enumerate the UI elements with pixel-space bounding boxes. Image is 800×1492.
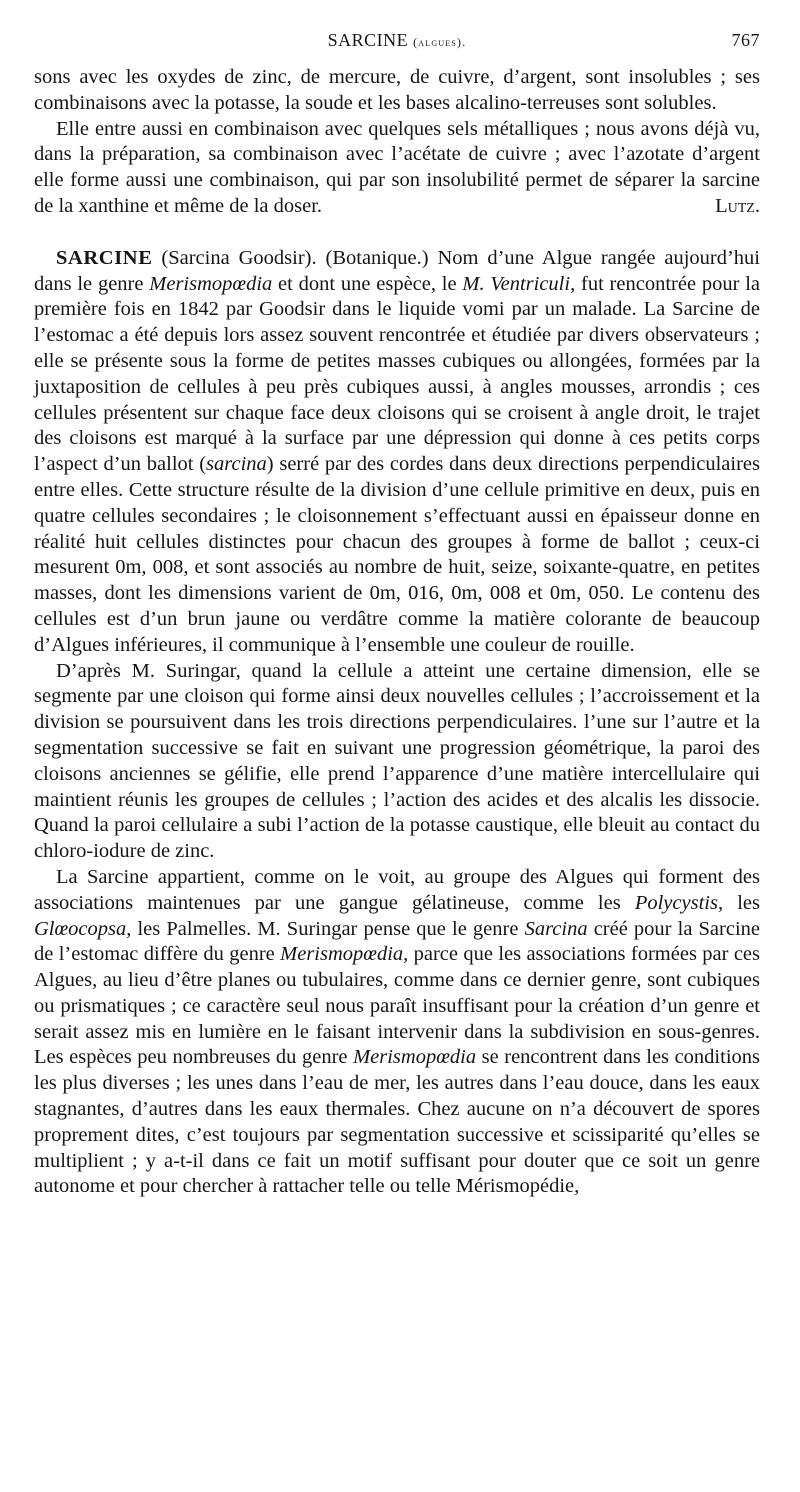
italic-term: Glœocopsa, bbox=[34, 917, 132, 940]
text-segment: les bbox=[723, 891, 760, 914]
italic-term: Sarcina bbox=[524, 917, 588, 940]
text-segment: fut rencontrée pour la première fois en 1842 par Goodsir dans le liquide vomi par un malade. La Sarcine de l’estomac a été depuis lors assez souvent rencontrée et étudiée par divers observateurs ; elle se présente sous la forme de petites masses cubiques ou allongées, formées par la juxtaposition de cellules à peu près cubiques aussi, à angles mousses, arrondis ; ces cellules présentent sur chaque face deux cloisons qui se croisent à angle droit, le trajet des cloisons est marqué à la surface par une dépression qui donne à ces petits corps l’aspect d’un ballot ( bbox=[34, 272, 760, 476]
text-segment: La Sarcine appartient, comme on le voit, au groupe des Algues qui forment des associations maintenues par une gangue gélatineuse, comme les bbox=[34, 865, 760, 914]
text-segment: les Palmelles. M. Suringar pense que le genre bbox=[131, 917, 525, 940]
running-title bbox=[34, 30, 760, 51]
text-segment: créé pour la Sarcine de l’estomac diffère du genre bbox=[34, 917, 760, 966]
text-segment: parce que les associations formées par ces Algues, au lieu d’être planes ou tubulaires, comme dans ce dernier genre, sont cubiques ou prismatiques ; ce caractère seul nous paraît insuffisant pour la création d’un genre et serait assez mis en lumière en le faisant intervenir dans la subdivision en sous-genres. Les espèces peu nombreuses du genre bbox=[34, 943, 760, 1069]
italic-term: Merismopœdia bbox=[353, 1046, 477, 1069]
text-segment: ) serré par des cordes dans deux directions perpendiculaires entre elles. Cette structure résulte de la division d’une cellule primitive en deux, puis en quatre cellules secondaires ; le cloisonnement s’effectuant aussi en épaisseur donne en réalité huit cellules distinctes pour chacun des groupes à forme de ballot ; ceux-ci mesurent 0m, 008, et sont associés au nombre de huit, seize, soixante-quatre, en petites masses, dont les dimensions varient de 0m, 016, 0m, 008 et 0m, 050. Le contenu des cellules est d’un brun jaune ou verdâtre comme la matière colorante de beaucoup d’Algues inférieures, il communique à l’ensemble une couleur de rouille. bbox=[34, 453, 760, 656]
running-header bbox=[34, 30, 760, 56]
author-signature: Lutz. bbox=[715, 194, 760, 217]
paragraph bbox=[34, 246, 760, 659]
body-text bbox=[34, 65, 760, 1200]
paragraph: sons avec les oxydes de zinc, de mercure, de cuivre, d’argent, sont insolubles ; ses combinaisons avec la potasse, la soude et les bases alcalino-terreuses sont solubles. bbox=[34, 66, 760, 114]
italic-term: M. Ventriculi, bbox=[462, 272, 576, 295]
text-segment: (Sarcina Goodsir). (Botanique.) Nom d’une Algue rangée aujourd’hui dans le genre bbox=[34, 246, 760, 295]
running-title-subtitle: (algues). bbox=[413, 35, 467, 49]
text-segment: se rencontrent dans les conditions les plus diverses ; les unes dans l’eau de mer, les autres dans l’eau douce, dans les eaux stagnantes, d’autres dans les eaux thermales. Chez aucune on n’a découvert de spores proprement dites, c’est toujours par segmentation successive et scissiparité qu’elles se multiplient ; y a-t-il dans ce fait un motif suffisant pour douter que ce soit un genre autonome et pour chercher à rattacher telle ou telle Mérismopédie, bbox=[34, 1046, 760, 1198]
article-separator bbox=[34, 220, 760, 246]
paragraph: D’après M. Suringar, quand la cellule a atteint une certaine dimension, elle se segmente par une cloison qui forme ainsi deux nouvelles cellules ; l’accroissement et la division se poursuivent dans les trois directions perpendiculaires. l’une sur l’autre et la segmentation successive se fait en suivant une progression géométrique, la paroi des cloisons anciennes se gélifie, elle prend l’apparence d’une matière intercellulaire qui maintient réunis les groupes de cellules ; l’action des acides et des alcalis les dissocie. Quand la paroi cellulaire a subi l’action de la potasse caustique, elle bleuit au contact du chloro-iodure de zinc. bbox=[34, 659, 760, 863]
running-title-main: SARCINE bbox=[327, 30, 409, 50]
paragraph bbox=[34, 117, 760, 220]
paragraph-text: Elle entre aussi en combinaison avec quelques sels métalliques ; nous avons déjà vu, dans la préparation, sa combinaison avec l’acétate de cuivre ; avec l’azotate d’argent elle forme aussi une combinaison, qui par son insolubilité permet de séparer la sarcine de la xanthine et même de la doser. bbox=[34, 117, 760, 217]
text-segment: et dont une espèce, le bbox=[272, 272, 463, 295]
page-number: 767 bbox=[731, 30, 760, 50]
italic-term: Polycystis, bbox=[634, 891, 724, 914]
italic-term: Merismopœdia bbox=[149, 272, 273, 295]
italic-term: Merismopœdia, bbox=[280, 943, 409, 966]
italic-term: sarcina bbox=[206, 453, 267, 476]
paragraph bbox=[34, 865, 760, 1200]
entry-headword: SARCINE bbox=[56, 246, 153, 269]
